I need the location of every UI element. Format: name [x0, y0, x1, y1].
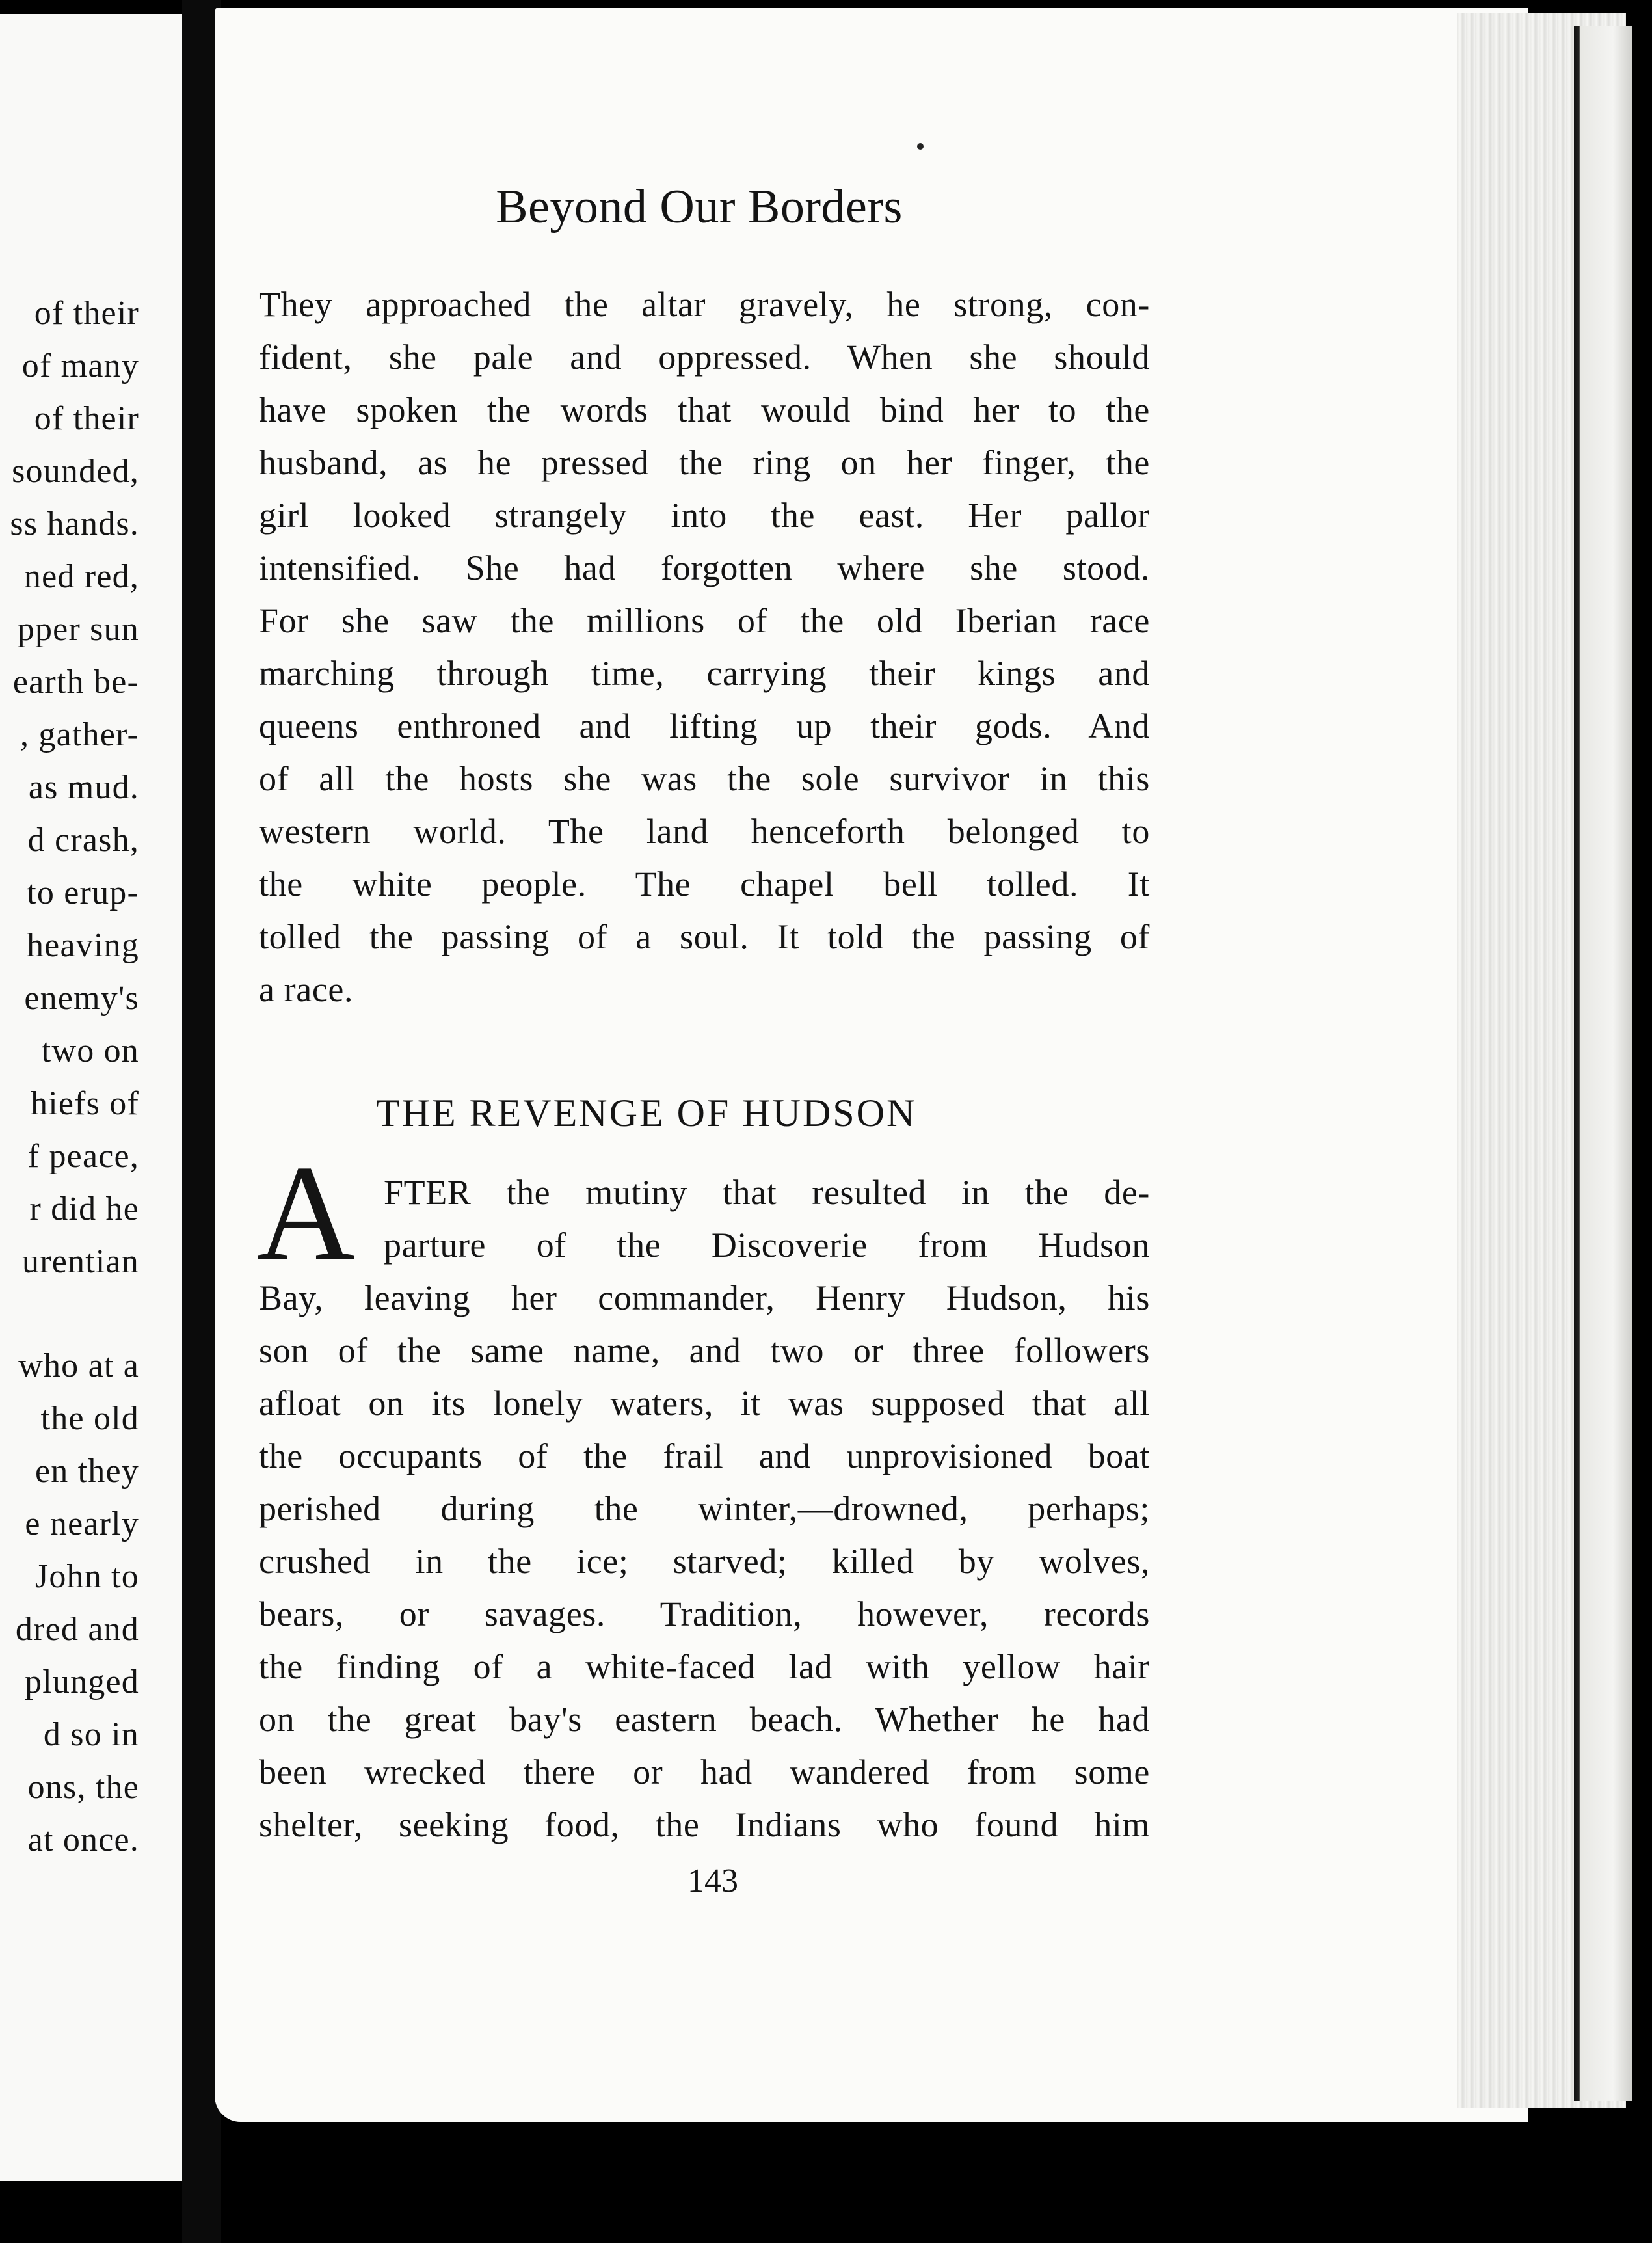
left-page-line: r did he	[29, 1190, 139, 1228]
text-line: son of the same name, and two or three followers	[259, 1331, 1150, 1370]
left-page-line: John to	[34, 1558, 139, 1595]
left-page-line: the old	[40, 1400, 139, 1437]
text-line: intensified. She had forgotten where she stood.	[259, 548, 1150, 587]
text-line: on the great bay's eastern beach. Whether he had	[259, 1700, 1150, 1739]
left-page-line: earth be-	[12, 664, 139, 701]
text-line: husband, as he pressed the ring on her finger, the	[259, 443, 1150, 482]
drop-cap: A	[256, 1138, 355, 1289]
left-page-line: hiefs of	[31, 1085, 139, 1122]
left-page-line: d so in	[43, 1716, 139, 1753]
left-page-line: plunged	[25, 1663, 139, 1700]
text-line: have spoken the words that would bind her to the	[259, 390, 1150, 429]
left-page-line: enemy's	[24, 980, 139, 1017]
left-page-line: e nearly	[25, 1505, 139, 1542]
printer-mark	[917, 143, 924, 150]
left-page-line: sounded,	[12, 453, 139, 490]
left-page-line: ned red,	[23, 558, 139, 595]
text-line: perished during the winter,—drowned, perhaps;	[259, 1489, 1150, 1528]
left-page	[0, 14, 182, 2181]
text-line: afloat on its lonely waters, it was supposed that all	[259, 1384, 1150, 1423]
left-page-line: heaving	[26, 927, 139, 964]
book-edge	[1574, 26, 1632, 2101]
text-line: a race.	[259, 970, 354, 1009]
text-line: shelter, seeking food, the Indians who found him	[259, 1805, 1150, 1844]
left-page-line: f peace,	[27, 1138, 139, 1175]
text-line: For she saw the millions of the old Iberian race	[259, 601, 1150, 640]
text-line: Bay, leaving her commander, Henry Hudson, his	[259, 1278, 1150, 1317]
text-line: tolled the passing of a soul. It told the passing of	[259, 917, 1150, 956]
text-line: the white people. The chapel bell tolled. It	[259, 865, 1150, 904]
text-line: queens enthroned and lifting up their gods. And	[259, 706, 1150, 745]
left-page-line: , gather-	[20, 716, 139, 753]
left-page-line: urentian	[22, 1243, 139, 1280]
left-page-line: ons, the	[27, 1769, 139, 1806]
text-line: been wrecked there or had wandered from some	[259, 1753, 1150, 1792]
left-page-line: pper sun	[17, 611, 139, 648]
left-page-line: of their	[34, 400, 139, 437]
page-number: 143	[687, 1862, 738, 1900]
left-page-line: who at a	[18, 1347, 139, 1384]
text-line: marching through time, carrying their kings and	[259, 654, 1150, 693]
left-page-line: en they	[34, 1453, 139, 1490]
text-line: girl looked strangely into the east. Her pallor	[259, 496, 1150, 535]
text-line: the finding of a white-faced lad with yellow hair	[259, 1647, 1150, 1686]
left-page-line: d crash,	[27, 822, 139, 859]
left-page-line: of their	[34, 295, 139, 332]
text-line: parture of the Discoverie from Hudson	[384, 1226, 1150, 1265]
left-page-line: as mud.	[28, 769, 139, 806]
text-line: FTER the mutiny that resulted in the de-	[384, 1173, 1150, 1212]
text-line: fident, she pale and oppressed. When she should	[259, 338, 1150, 377]
text-line: They approached the altar gravely, he strong, con-	[259, 285, 1150, 324]
section-title: THE REVENGE OF HUDSON	[376, 1092, 917, 1135]
text-line: bears, or savages. Tradition, however, records	[259, 1594, 1150, 1633]
text-line: crushed in the ice; starved; killed by wolves,	[259, 1542, 1150, 1581]
left-page-line: at once.	[27, 1821, 139, 1859]
left-page-line: of many	[21, 347, 139, 384]
left-page-line: two on	[41, 1032, 139, 1069]
text-line: western world. The land henceforth belonged to	[259, 812, 1150, 851]
left-page-line: ss hands.	[10, 505, 139, 543]
text-line: of all the hosts she was the sole survivor in this	[259, 759, 1150, 798]
running-head: Beyond Our Borders	[496, 180, 903, 234]
text-line: the occupants of the frail and unprovisioned boat	[259, 1436, 1150, 1475]
left-page-line: to erup-	[27, 874, 139, 911]
left-page-line: dred and	[15, 1611, 139, 1648]
